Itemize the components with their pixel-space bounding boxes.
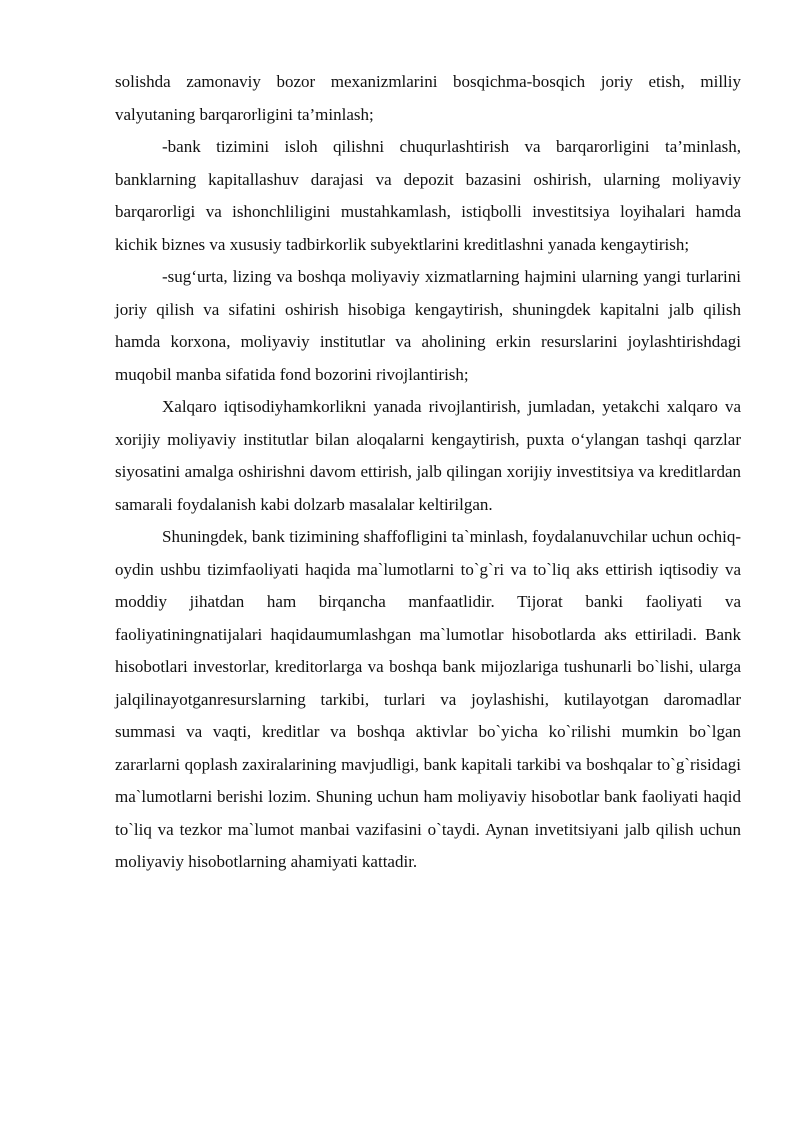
paragraph-transparency: Shuningdek, bank tizimining shaffofligini ta`minlash, foydalanuvchilar uchun ochiq-oydin ushbu tizimfaoliyati haqida ma`lumotlarni to`g`ri va to`liq aks ettirish iqtisodiy va moddiy jihatdan ham birqancha manfaatlidir. Tijorat banki faoliyati va faoliyatiningnatijalari haqidaumumlashgan ma`lumotlar hisobotlarda aks ettiriladi. Bank hisobotlari investorlar, kreditorlarga va boshqa bank mijozlariga tushunarli bo`lishi, ularga jalqilinayotganresurslarning tarkibi, turlari va joylashishi, kutilayotgan daromadlar summasi va vaqti, kreditlar va boshqa aktivlar bo`yicha ko`rilishi mumkin bo`lgan zararlarni qoplash zaxiralarining mavjudligi, bank kapitali tarkibi va boshqalar to`g`risidagi ma`lumotlarni berishi lozim. Shuning uchun ham moliyaviy hisobotlar bank faoliyati haqid to`liq va tezkor ma`lumot manbai vazifasini o`taydi. Aynan invetitsiyani jalb qilish uchun moliyaviy hisobotlarning ahamiyati kattadir. — [115, 527, 741, 871]
paragraph-insurance-leasing: -sug‘urta, lizing va boshqa moliyaviy xizmatlarning hajmini ularning yangi turlarini joriy qilish va sifatini oshirish hisobiga kengaytirish, shuningdek kapitalni jalb qilish hamda korxona, moliyaviy institutlar va aholining erkin resurslarini joylashtirishdagi muqobil manba sifatida fond bozorini rivojlantirish; — [115, 267, 741, 384]
paragraph-international-cooperation: Xalqaro iqtisodiyhamkorlikni yanada rivojlantirish, jumladan, yetakchi xalqaro va xorijiy moliyaviy institutlar bilan aloqalarni kengaytirish, puxta o‘ylangan tashqi qarzlar siyosatini amalga oshirishni davom ettirish, jalb qilingan xorijiy investitsiya va kreditlardan samarali foydalanish kabi dolzarb masalalar keltirilgan. — [115, 397, 741, 514]
paragraph-continuation: solishda zamonaviy bozor mexanizmlarini bosqichma-bosqich joriy etish, milliy valyutaning barqarorligini ta’minlash; — [115, 72, 741, 124]
document-page — [115, 66, 741, 879]
paragraph-bank-system: -bank tizimini isloh qilishni chuqurlashtirish va barqarorligini ta’minlash, banklarning kapitallashuv darajasi va depozit bazasini oshirish, ularning moliyaviy barqarorligi va ishonchliligini mustahkamlash, istiqbolli investitsiya loyihalari hamda kichik biznes va xususiy tadbirkorlik subyektlarini kreditlashni yanada kengaytirish; — [115, 137, 741, 254]
